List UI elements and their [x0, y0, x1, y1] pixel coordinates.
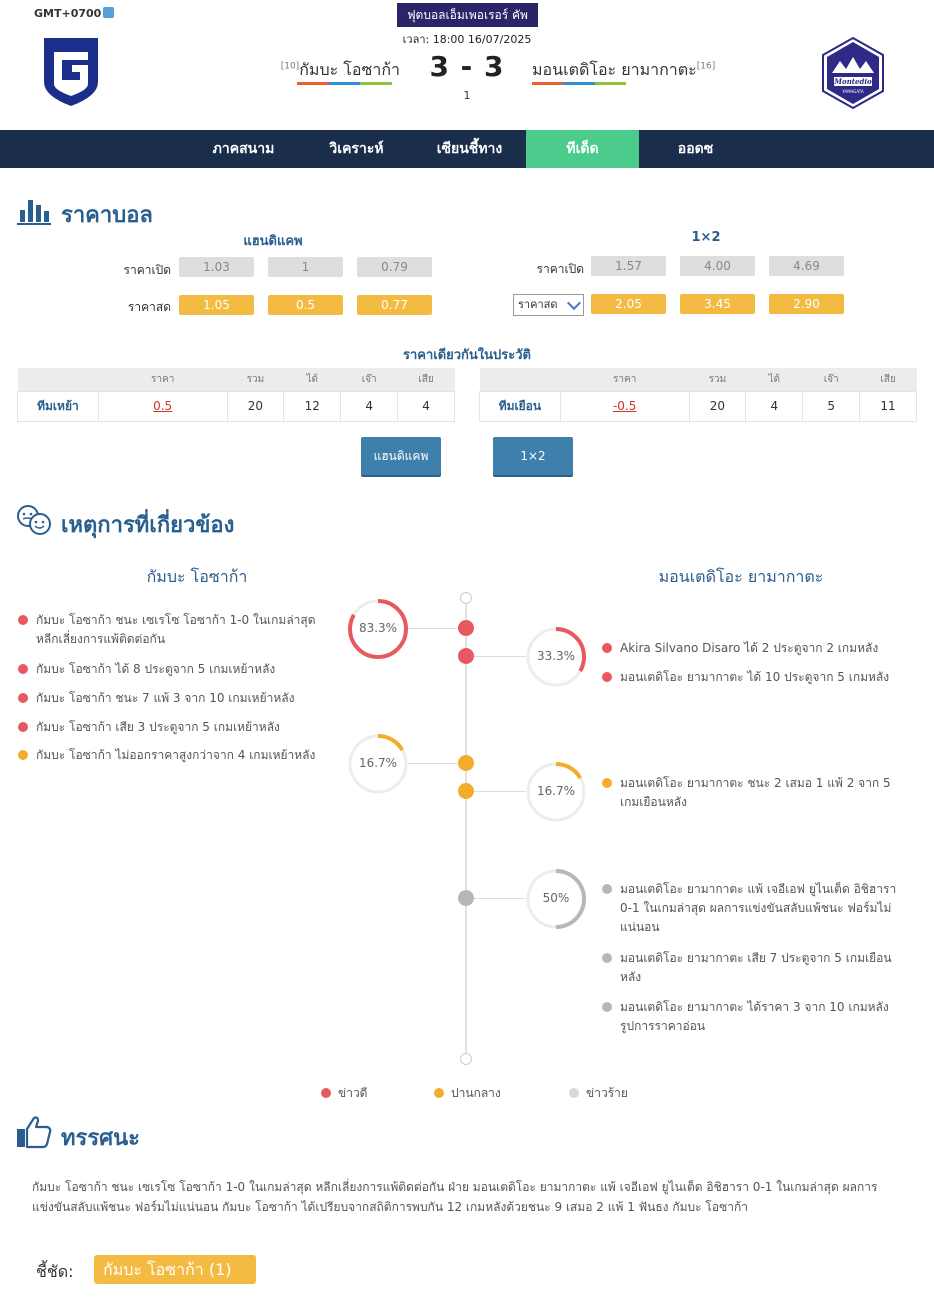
odds-type-value: ราคาสด	[518, 298, 558, 311]
timeline-dot-home-neutral	[458, 755, 474, 771]
col-draw: เจ๊า	[803, 368, 860, 391]
home-win: 12	[284, 391, 341, 421]
timezone-label: GMT+0700	[34, 7, 102, 20]
odds-title: ราคาบอล	[61, 203, 153, 228]
handicap-open-away: 0.79	[357, 257, 432, 277]
home-event-4: กัมบะ โอซาก้า เสีย 3 ประตูจาก 5 เกมเหย้าหลัง	[36, 720, 280, 734]
handicap-live-line: 0.5	[268, 295, 343, 315]
col-loss: เสีย	[860, 368, 917, 391]
home-event-3: กัมบะ โอซาก้า ชนะ 7 แพ้ 3 จาก 10 เกมเหย้าหลัง	[36, 691, 295, 705]
connector	[474, 656, 526, 657]
timeline-dot-away-good	[458, 648, 474, 664]
x12-open-home: 1.57	[591, 256, 666, 276]
tab-tips[interactable]: ทีเด็ด	[526, 130, 639, 168]
round: 1	[463, 89, 471, 102]
table-header	[480, 368, 917, 391]
legend-good: ข่าวดี	[338, 1086, 368, 1100]
timeline-dot-away-bad	[458, 890, 474, 906]
home-team[interactable]	[272, 58, 400, 83]
main-nav	[0, 130, 934, 168]
score: 3 - 3	[429, 50, 505, 83]
info-icon	[103, 7, 114, 18]
home-label: ทีมเหย้า	[18, 391, 99, 421]
col-draw: เจ๊า	[341, 368, 398, 391]
legend-bad-dot	[569, 1088, 579, 1098]
table-header	[18, 368, 455, 391]
timeline-line	[465, 604, 467, 1054]
home-color-bar	[297, 82, 392, 85]
table-row	[18, 391, 455, 421]
away-draw: 5	[803, 391, 860, 421]
away-event-3: มอนเตดิโอะ ยามากาตะ ชนะ 2 เสมอ 1 แพ้ 2 จาก 5 เกมเยือนหลัง	[620, 776, 891, 809]
pick-label: ชี้ชัด:	[36, 1262, 74, 1281]
events-away-team: มอนเตดิโอะ ยามากาตะ	[658, 567, 824, 586]
tab-analysis[interactable]: วิเคราะห์	[329, 141, 384, 157]
home-loss: 4	[398, 391, 455, 421]
events-home-team: กัมบะ โอซาก้า	[146, 567, 248, 586]
col-price: ราคา	[560, 368, 689, 391]
good-dot	[18, 722, 28, 732]
away-event-1: Akira Silvano Disaro ได้ 2 ประตูจาก 2 เกมหลัง	[620, 641, 879, 655]
away-team[interactable]	[532, 58, 717, 83]
x12-open-draw: 4.00	[680, 256, 755, 276]
home-rank: [10]	[280, 61, 300, 72]
col-total: รวม	[689, 368, 746, 391]
connector	[474, 898, 526, 899]
handicap-open-label: ราคาเปิด	[123, 263, 171, 277]
col-team	[480, 368, 561, 391]
timeline-dot-away-neutral	[458, 783, 474, 799]
events-title: เหตุการที่เกี่ยวข้อง	[61, 513, 235, 538]
svg-text:Montedio: Montedio	[834, 77, 872, 86]
legend-neutral: ปานกลาง	[451, 1086, 501, 1100]
good-dot	[602, 643, 612, 653]
x12-title: 1×2	[691, 230, 721, 245]
handicap-live-away: 0.77	[357, 295, 432, 315]
col-total: รวม	[227, 368, 284, 391]
col-loss: เสีย	[398, 368, 455, 391]
tab-expert[interactable]: เซียนชี้ทาง	[436, 141, 503, 157]
away-neutral-percent: 16.7%	[536, 784, 576, 798]
x12-live-away: 2.90	[769, 294, 844, 314]
faces-icon	[16, 504, 52, 536]
tab-odds[interactable]: ออดซ	[677, 141, 714, 157]
home-draw: 4	[341, 391, 398, 421]
away-good-percent: 33.3%	[536, 649, 576, 663]
away-price-link[interactable]: -0.5	[560, 391, 689, 421]
neutral-dot	[602, 778, 612, 788]
home-team-logo	[42, 36, 100, 108]
away-loss: 11	[860, 391, 917, 421]
col-team	[18, 368, 99, 391]
legend-bad: ข่าวร้าย	[586, 1086, 628, 1100]
away-win: 4	[746, 391, 803, 421]
home-price-link[interactable]: 0.5	[98, 391, 227, 421]
home-neutral-percent: 16.7%	[358, 756, 398, 770]
good-dot	[18, 615, 28, 625]
bad-dot	[602, 1002, 612, 1012]
good-dot	[18, 693, 28, 703]
match-time: เวลา: 18:00 16/07/2025	[402, 33, 532, 46]
neutral-dot	[18, 750, 28, 760]
connector	[474, 791, 526, 792]
opinion-text: กัมบะ โอซาก้า ชนะ เซเรโซ โอซาก้า 1-0 ในเกมล่าสุด หลีกเลี่ยงการแพ้ติดต่อกัน ฝ่าย มอนเตดิโอะ ยามากาตะ แพ้ เจอีเอฟ ยูไนเต็ด อิชิฮารา 0-1 ในเกมล่าสุด ผลการแข่งขันสลับแพ้ชนะ ฟอร์มไม่แน่นอน กัมบะ โอซาก้า ได้เปรียบจากสถิติการพบกัน 12 เกมหลังด้วยชนะ 9 เสมอ 2 แพ้ 1 ฟันธง กัมบะ โอซาก้า	[32, 1180, 878, 1214]
away-event-4: มอนเตดิโอะ ยามากาตะ แพ้ เจอีเอฟ ยูไนเต็ด อิชิฮารา 0-1 ในเกมล่าสุด ผลการแข่งขันสลับแพ้ชนะ ฟอร์มไม่แน่นอน	[620, 882, 897, 934]
away-color-bar	[532, 82, 626, 85]
handicap-live-label: ราคาสด	[127, 300, 171, 314]
away-label: ทีมเยือน	[480, 391, 561, 421]
home-event-1: กัมบะ โอซาก้า ชนะ เซเรโซ โอซาก้า 1-0 ในเกมล่าสุด หลีกเลี่ยงการแพ้ติดต่อกัน	[36, 613, 316, 646]
home-event-2: กัมบะ โอซาก้า ได้ 8 ประตูจาก 5 เกมเหย้าหลัง	[36, 662, 276, 676]
legend-good-dot	[321, 1088, 331, 1098]
chart-icon	[17, 196, 51, 226]
handicap-button[interactable]: แฮนดิแคพ	[361, 437, 441, 475]
handicap-open-home: 1.03	[179, 257, 254, 277]
home-history-table	[17, 368, 455, 422]
x12-live-draw: 3.45	[680, 294, 755, 314]
away-event-6: มอนเตดิโอะ ยามากาตะ ได้ราคา 3 จาก 10 เกมหลัง รูปการราคาอ่อน	[620, 1000, 889, 1033]
history-title: ราคาเดียวกันในประวัติ	[402, 348, 532, 363]
good-dot	[18, 664, 28, 674]
opinion-title: ทรรศนะ	[61, 1126, 140, 1151]
league-title: ฟุตบอลเอ็มเพอเรอร์ คัพ	[397, 3, 538, 27]
bad-dot	[602, 884, 612, 894]
table-row	[480, 391, 917, 421]
col-win: ได้	[284, 368, 341, 391]
x12-open-away: 4.69	[769, 256, 844, 276]
thumbs-up-icon	[16, 1115, 52, 1149]
home-good-percent: 83.3%	[358, 621, 398, 635]
away-team-name: มอนเตดิโอะ ยามากาตะ	[532, 60, 697, 79]
away-rank: [16]	[696, 61, 716, 72]
handicap-open-line: 1	[268, 257, 343, 277]
col-win: ได้	[746, 368, 803, 391]
legend-neutral-dot	[434, 1088, 444, 1098]
tab-field[interactable]: ภาคสนาม	[212, 141, 275, 157]
away-bad-percent: 50%	[542, 891, 570, 905]
timeline-dot-home-good	[458, 620, 474, 636]
x12-live-home: 2.05	[591, 294, 666, 314]
svg-text:YAMAGATA: YAMAGATA	[842, 89, 864, 94]
away-event-2: มอนเตดิโอะ ยามากาตะ ได้ 10 ประตูจาก 5 เกมหลัง	[620, 670, 890, 684]
timezone[interactable]	[34, 7, 114, 20]
good-dot	[602, 672, 612, 682]
chevron-down-icon	[567, 296, 581, 310]
away-event-5: มอนเตดิโอะ ยามากาตะ เสีย 7 ประตูจาก 5 เกมเยือนหลัง	[620, 951, 892, 984]
odds-type-select[interactable]	[513, 294, 584, 316]
timeline-start	[460, 592, 472, 604]
home-event-5: กัมบะ โอซาก้า ไม่ออกราคาสูงกว่าจาก 4 เกมเหย้าหลัง	[36, 748, 316, 762]
col-price: ราคา	[98, 368, 227, 391]
away-team-logo	[822, 37, 884, 109]
timeline-end	[460, 1053, 472, 1065]
pick-value: กัมบะ โอซาก้า (1)	[94, 1255, 256, 1284]
bad-dot	[602, 953, 612, 963]
handicap-live-home: 1.05	[179, 295, 254, 315]
x12-open-label: ราคาเปิด	[536, 262, 584, 276]
x12-button[interactable]: 1×2	[493, 437, 573, 475]
home-team-name: กัมบะ โอซาก้า	[299, 60, 400, 79]
handicap-title: แฮนดิแคพ	[243, 234, 303, 249]
connector	[408, 763, 458, 764]
home-total: 20	[227, 391, 284, 421]
away-total: 20	[689, 391, 746, 421]
connector	[408, 628, 458, 629]
away-history-table	[479, 368, 917, 422]
